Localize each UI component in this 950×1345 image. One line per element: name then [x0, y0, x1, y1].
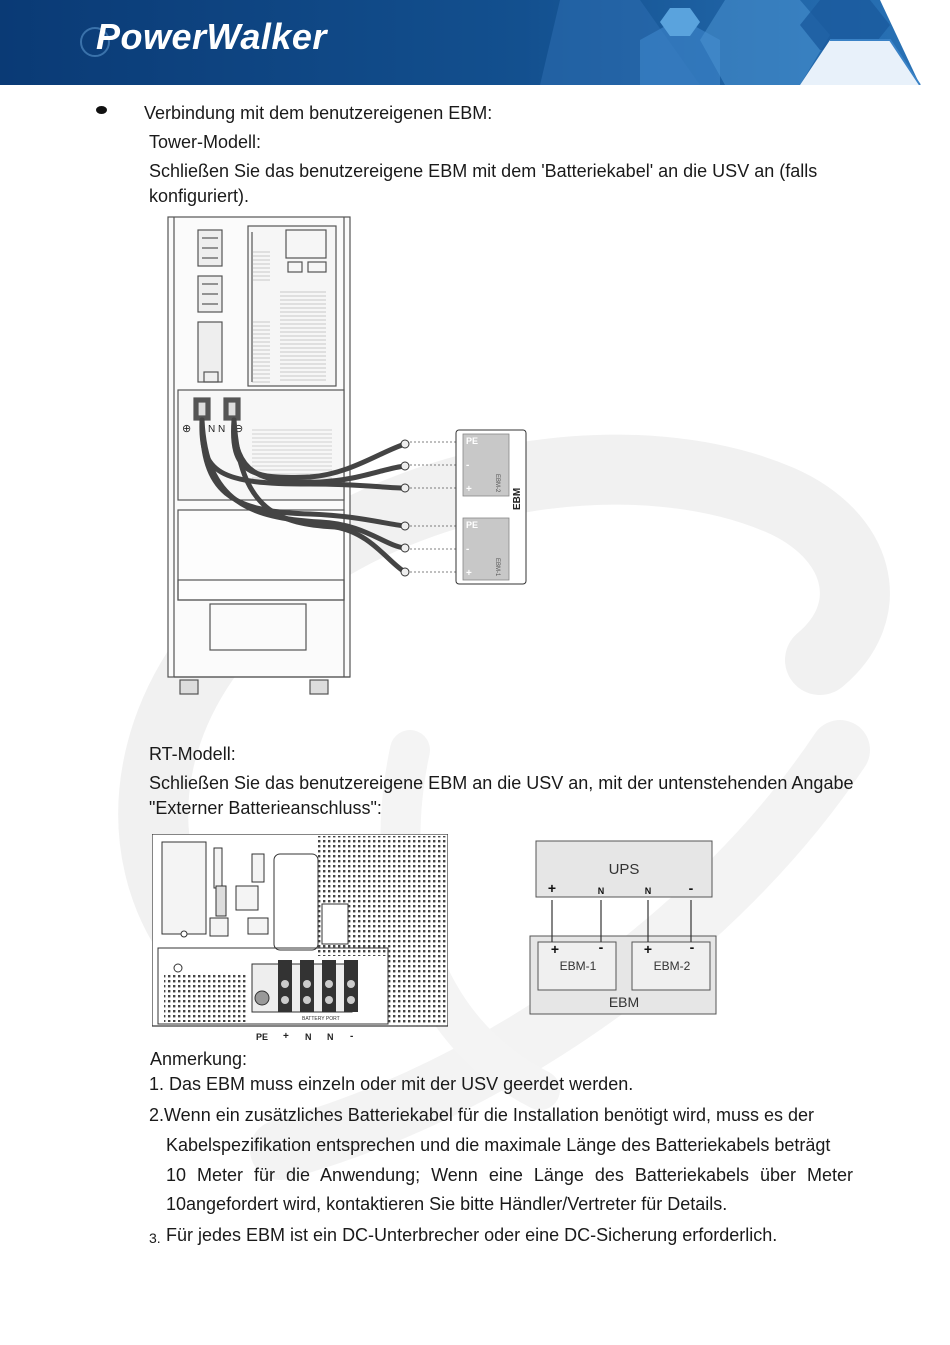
battery-port-label: BATTERY PORT: [302, 1016, 340, 1022]
ebm-label: EBM: [512, 487, 523, 510]
note-3-text: Für jedes EBM ist ein DC-Unterbrecher oder eine DC-Sicherung erforderlich.: [166, 1225, 778, 1245]
ebm1-pe-label: PE: [466, 520, 479, 530]
tower-model-text-line1: Schließen Sie das benutzereigene EBM mit dem 'Batteriekabel' an die USV an (falls: [149, 161, 818, 181]
note-2-line3: 10 Meter für die Anwendung; Wenn eine Länge des Batteriekabels über Meter: [166, 1165, 853, 1185]
schematic-ebm1-label: EBM-1: [559, 959, 597, 973]
terminal-plus-label: ⊕: [182, 423, 192, 435]
notes-title: Anmerkung:: [150, 1049, 248, 1069]
section-bullet-title: Verbindung mit dem benutzereigenen EBM:: [144, 103, 493, 123]
bullet-icon: [96, 106, 107, 114]
rt-terminal-pe: PE: [256, 1032, 269, 1042]
note-3-number: 3.: [149, 1230, 161, 1246]
ebm2-label: EBM-2: [494, 474, 500, 493]
rt-model-text-line1: Schließen Sie das benutzereigene EBM an die USV an, mit der untenstehenden Angabe: [149, 773, 854, 793]
ebm1-label: EBM-1: [494, 558, 500, 577]
ebm2-minus-label: -: [466, 460, 470, 471]
note-2-line1: 2.Wenn ein zusätzliches Batteriekabel für die Installation benötigt wird, muss es der: [149, 1105, 815, 1125]
header-banner: [0, 0, 950, 85]
schematic-ups-label: UPS: [608, 861, 640, 878]
tower-model-text-line2: konfiguriert).: [149, 186, 250, 206]
ups-term-plus: +: [547, 880, 557, 896]
ups-term-n2: N: [644, 886, 652, 896]
ebm2-term-minus: -: [689, 939, 695, 955]
rt-rear-panel-diagram: [152, 834, 448, 1044]
note-2-line2: Kabelspezifikation entsprechen und die maximale Länge des Batteriekabels beträgt: [166, 1135, 831, 1155]
note-1: 1. Das EBM muss einzeln oder mit der USV geerdet werden.: [149, 1074, 634, 1094]
terminal-minus-label: ⊖: [234, 423, 244, 435]
ebm1-term-plus: +: [550, 941, 560, 957]
ups-ebm-schematic: [528, 838, 720, 1018]
terminal-n2-label: N: [218, 424, 226, 435]
schematic-ebm-label: EBM: [608, 994, 640, 1010]
rt-terminal-n1: N: [305, 1032, 312, 1042]
rt-terminal-n2: N: [327, 1032, 334, 1042]
ebm2-plus-label: +: [466, 484, 472, 495]
schematic-ebm2-label: EBM-2: [653, 959, 691, 973]
rt-model-text-line2: "Externer Batterieanschluss":: [149, 798, 382, 818]
tower-ups-ebm-diagram: [160, 212, 540, 712]
ebm2-term-plus: +: [643, 941, 653, 957]
ups-term-n1: N: [597, 886, 605, 896]
tower-model-title: Tower-Modell:: [149, 132, 262, 152]
ebm2-pe-label: PE: [466, 436, 479, 446]
ebm1-minus-label: -: [466, 544, 470, 555]
ebm1-plus-label: +: [466, 568, 472, 579]
rt-model-title: RT-Modell:: [149, 744, 236, 764]
ups-term-minus: -: [688, 880, 694, 896]
note-2-line4: 10angefordert wird, kontaktieren Sie bitte Händler/Vertreter für Details.: [166, 1194, 728, 1214]
rt-terminal-plus: +: [283, 1031, 289, 1042]
terminal-n1-label: N: [208, 424, 216, 435]
powerwalker-logo: PowerWalker: [96, 16, 327, 57]
ebm1-term-minus: -: [598, 939, 604, 955]
rt-terminal-minus: -: [350, 1031, 354, 1042]
